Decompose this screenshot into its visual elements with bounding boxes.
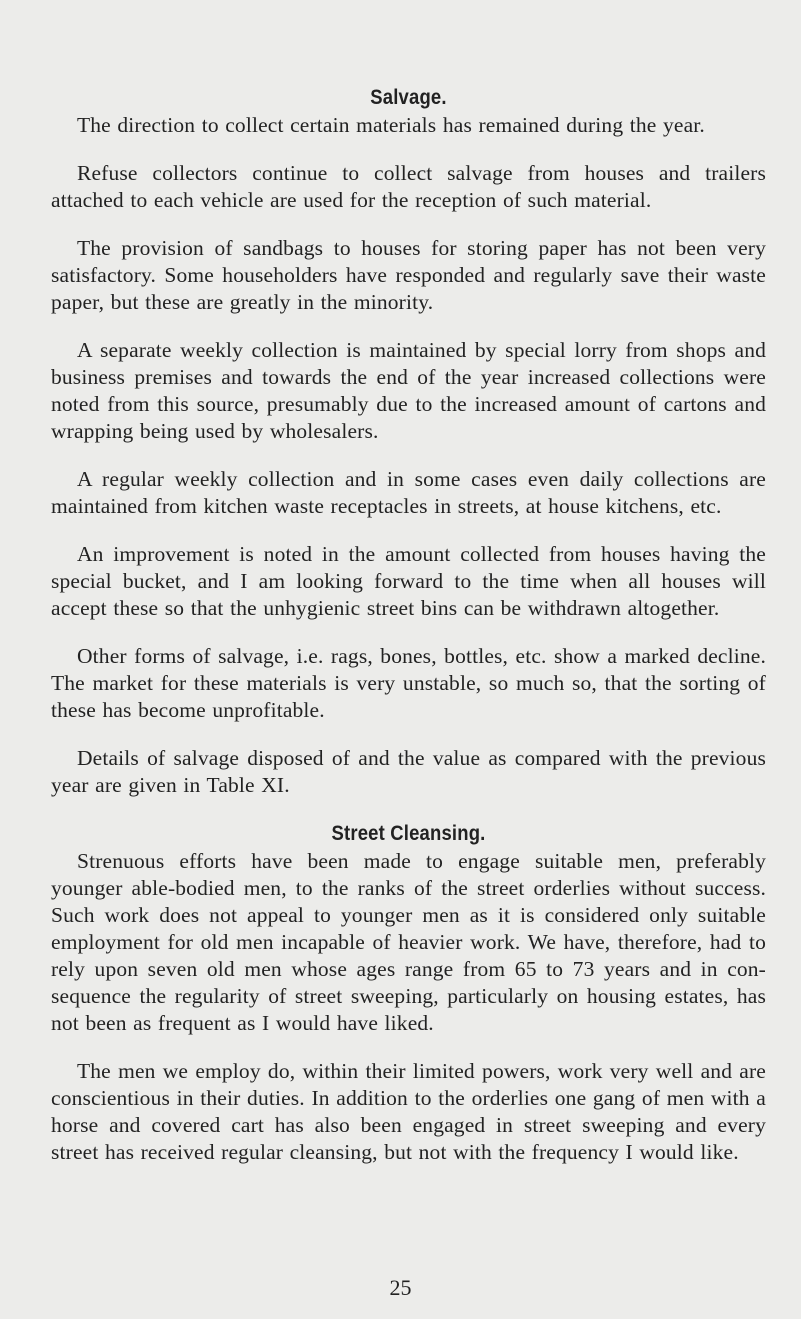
- section-heading-salvage: Salvage.: [370, 86, 447, 109]
- salvage-paragraph-2: Refuse collectors continue to collect salvage from houses and trailers attached to each vehicle are used for the reception of such material.: [51, 161, 766, 212]
- section-salvage: [51, 84, 766, 799]
- section-street-cleansing: [51, 820, 766, 1166]
- salvage-paragraph-1: The direction to collect certain materials has remained during the year.: [77, 113, 705, 137]
- street-cleansing-paragraph-2: The men we employ do, within their limited powers, work very well and are conscientious in their duties. In addition to the orderlies one gang of men with a horse and covered cart has also been engaged in street sweeping and every street has received regular cleansing, but not with the frequency I would like.: [51, 1059, 766, 1164]
- salvage-paragraph-6: An improvement is noted in the amount collected from houses having the special bucket, and I am looking forward to the time when all houses will accept these so that the unhygienic street bins can be withdrawn altogether.: [51, 542, 766, 620]
- document-page: [51, 84, 766, 1187]
- street-cleansing-paragraph-1: Strenuous efforts have been made to engage suitable men, preferably younger able-bodied men, to the ranks of the street orderlies without success. Such work does not appeal to younger men as it is considered only suitable employment for old men incapable of heavier work. We have, therefore, had to rely upon seven old men whose ages range from 65 to 73 years and in con- sequence the regularity of street sweeping, particularly on housing estates, has not been as frequent as I would have liked.: [51, 849, 766, 1035]
- salvage-paragraph-3: The provision of sandbags to houses for storing paper has not been very satisfactory. Some householders have responded and regularly save their waste paper, but these are greatly in the minority.: [51, 236, 766, 314]
- salvage-paragraph-8: Details of salvage disposed of and the value as compared with the previous year are given in Table XI.: [51, 746, 766, 797]
- salvage-paragraph-5: A regular weekly collection and in some cases even daily collections are maintained from kitchen waste receptacles in streets, at house kitchens, etc.: [51, 467, 766, 518]
- salvage-paragraph-4: A separate weekly collection is maintained by special lorry from shops and business premises and towards the end of the year increased collections were noted from this source, presumably due to the increased amount of cartons and wrapping being used by wholesalers.: [51, 338, 766, 443]
- page-number: 25: [389, 1275, 412, 1300]
- section-heading-street-cleansing: Street Cleansing.: [331, 822, 486, 845]
- salvage-paragraph-7: Other forms of salvage, i.e. rags, bones, bottles, etc. show a marked decline. The market for these materials is very unstable, so much so, that the sorting of these has become unprofitable.: [51, 644, 766, 722]
